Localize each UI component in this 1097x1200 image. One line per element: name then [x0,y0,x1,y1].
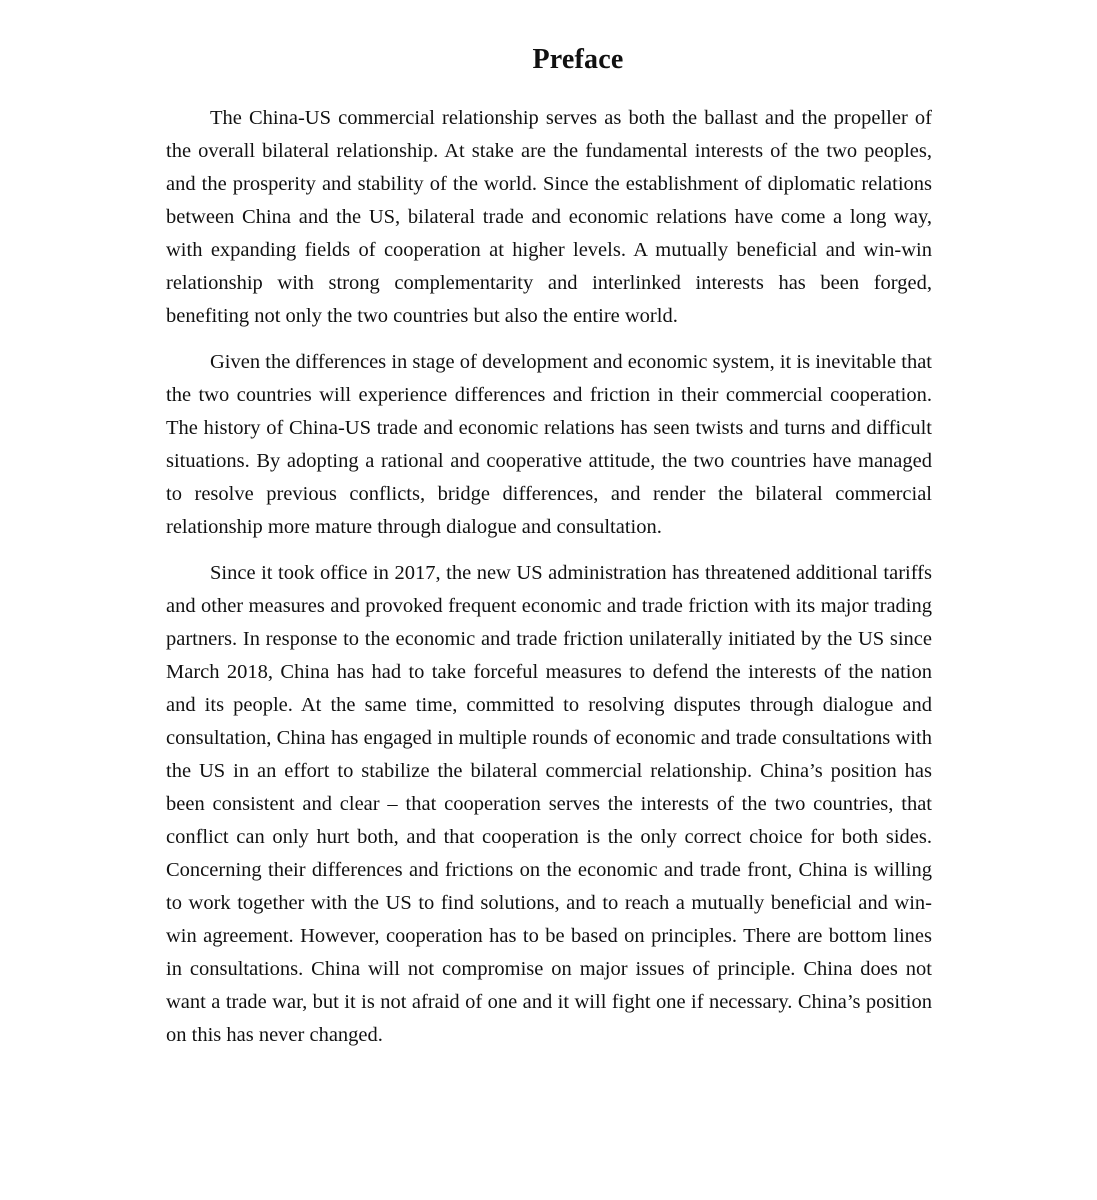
paragraph-2: Given the differences in stage of development and economic system, it is inevitable that the two countries will experience differences and friction in their commercial cooperation. The history of China-US trade and economic relations has seen twists and turns and difficult situations. By adopting a rational and cooperative attitude, the two countries have managed to resolve previous conflicts, bridge differences, and render the bilateral commercial relationship more mature through dialogue and consultation. [166,351,932,538]
preface-body [166,102,932,1065]
page-title: Preface [532,44,624,75]
paragraph-3: Since it took office in 2017, the new US administration has threatened additional tariffs and other measures and provoked frequent economic and trade friction with its major trading partners. In response to the economic and trade friction unilaterally initiated by the US since March 2018, China has had to take forceful measures to defend the interests of the nation and its people. At the same time, committed to resolving disputes through dialogue and consultation, China has engaged in multiple rounds of economic and trade consultations with the US in an effort to stabilize the bilateral commercial relationship. China’s position has been consistent and clear – that cooperation serves the interests of the two countries, that conflict can only hurt both, and that cooperation is the only correct choice for both sides. Concerning their differences and frictions on the economic and trade front, China is willing to work together with the US to find solutions, and to reach a mutually beneficial and win-win agreement. However, cooperation has to be based on principles. There are bottom lines in consultations. China will not compromise on major issues of principle. China does not want a trade war, but it is not afraid of one and it will fight one if necessary. China’s position on this has never changed. [166,562,932,1046]
paragraph-1: The China-US commercial relationship serves as both the ballast and the propeller of the overall bilateral relationship. At stake are the fundamental interests of the two peoples, and the prosperity and stability of the world. Since the establishment of diplomatic relations between China and the US, bilateral trade and economic relations have come a long way, with expanding fields of cooperation at higher levels. A mutually beneficial and win-win relationship with strong complementarity and interlinked interests has been forged, benefiting not only the two countries but also the entire world. [166,107,932,327]
